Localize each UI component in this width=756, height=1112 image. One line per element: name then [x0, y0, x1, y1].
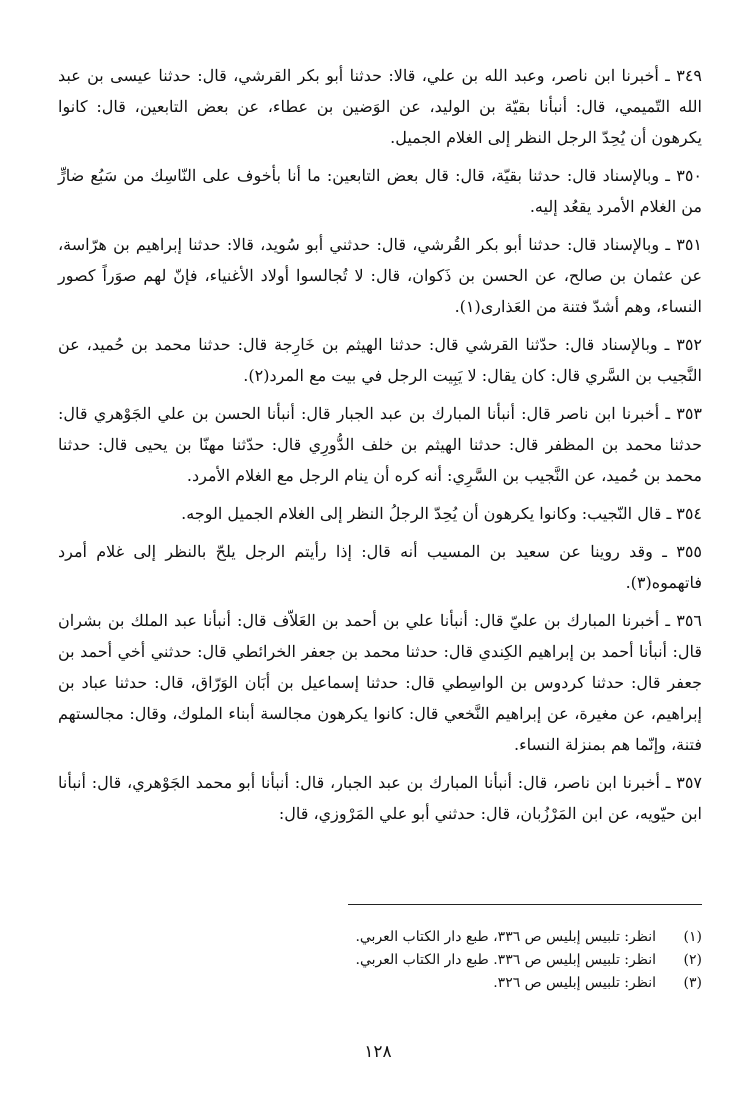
- footnote-text: انظر: تلبيس إبليس ص ٣٣٦، طبع دار الكتاب العربي.: [355, 929, 656, 945]
- paragraph-354: ٣٥٤ ـ قال النّجيب: وكانوا يكرهون أن يُحِدّ الرجلُ النظر إلى الغلام الجميل الوجه.: [181, 504, 702, 523]
- footnote-number: (٣): [683, 975, 702, 991]
- paragraph-352: ٣٥٢ ـ وبالإسناد قال: حدّثنا القرشي قال: حدثنا الهيثم بن خَارِجة قال: حدثنا محمد بن حُميد، عن النَّجيب بن السَّري قال: كان يقال: لا يَبِيت الرجل في بيت مع المرد(٢).: [58, 335, 702, 385]
- paragraph-357: ٣٥٧ ـ أخبرنا ابن ناصر، قال: أنبأنا المبارك بن عبد الجبار، قال: أنبأنا أبو محمد الجَوْهري، قال: أنبأنا ابن حيّويه، عن ابن المَرْزُبان، قال: حدثني أبو علي المَرْوزي، قال:: [58, 773, 702, 823]
- footnote-item: [300, 949, 702, 972]
- paragraph-355: ٣٥٥ ـ وقد روينا عن سعيد بن المسيب أنه قال: إذا رأيتم الرجل يلحّ بالنظر إلى غلام أمرد فاتهموه(٣).: [58, 542, 702, 592]
- main-text: [58, 60, 702, 836]
- page-number: ١٢٨: [364, 1042, 392, 1062]
- footnote-text: انظر: تلبيس إبليس ص ٣٣٦. طبع دار الكتاب العربي.: [355, 952, 656, 968]
- footnote-number: (١): [683, 929, 702, 945]
- paragraph-349: ٣٤٩ ـ أخبرنا ابن ناصر، وعبد الله بن علي، قالا: حدثنا أبو بكر القرشي، قال: حدثنا عيسى بن عبد الله التّميمي، قال: أنبأنا بقيّة بن الوليد، عن الوَضين بن عطاء، عن بعض التابعين، قال: كانوا يكرهون أن يُحِدّ الرجل النظر إلى الغلام الجميل.: [58, 66, 703, 147]
- paragraph-356: ٣٥٦ ـ أخبرنا المبارك بن عليّ قال: أنبأنا علي بن أحمد بن العَلاّف قال: أنبأنا عبد الملك بن بشران قال: أنبأنا أحمد بن إبراهيم الكِندي قال: حدثنا محمد بن جعفر الخرائطي قال: حدثني أخي أحمد بن جعفر قال: حدثنا كردوس بن الواسِطي قال: حدثنا إسماعيل بن أبَان الوَرّاق، قال: حدثنا عباد بن إبراهيم، عن مغيرة، عن إبراهيم النَّخعي قال: كانوا يكرهون مجالسة أبناء الملوك، وقال: مجالستهم فتنة، وإنّما هم بمنزلة النساء.: [58, 611, 702, 754]
- footnote-item: [300, 972, 702, 995]
- footnote-divider: [348, 904, 702, 905]
- paragraph-353: ٣٥٣ ـ أخبرنا ابن ناصر قال: أنبأنا المبارك بن عبد الجبار قال: أنبأنا الحسن بن علي الجَوْهري قال: حدثنا محمد بن المظفر قال: حدثنا الهيثم بن خلف الدُّورِي قال: حدّثنا مهنّا بن يحيى قال: حدثنا محمد بن حُميد، عن النَّجيب بن السَّرِي: أنه كره أن ينام الرجل مع الغلام الأمرد.: [58, 404, 702, 485]
- footnote-text: انظر: تلبيس إبليس ص ٣٢٦.: [493, 975, 656, 991]
- footnotes: [300, 926, 702, 995]
- paragraph-351: ٣٥١ ـ وبالإسناد قال: حدثنا أبو بكر القُرشي، قال: حدثني أبو سُويد، قالا: حدثنا إبراهيم بن هرّاسة، عن عثمان بن صالح، عن الحسن بن ذَكوان، قال: لا تُجالسوا أولاد الأغنياء، فإنّ لهم صوَراً كصور النساء، وهم أشدّ فتنة من العَذارى(١).: [58, 235, 702, 316]
- footnote-number: (٢): [683, 952, 702, 968]
- paragraph-350: ٣٥٠ ـ وبالإسناد قال: حدثنا بقيّة، قال: قال بعض التابعين: ما أنا بأخوف على النّاسِك من سَبُع ضارٍّ من الغلام الأمرد يقعُد إليه.: [58, 166, 702, 216]
- footnote-item: [300, 926, 702, 949]
